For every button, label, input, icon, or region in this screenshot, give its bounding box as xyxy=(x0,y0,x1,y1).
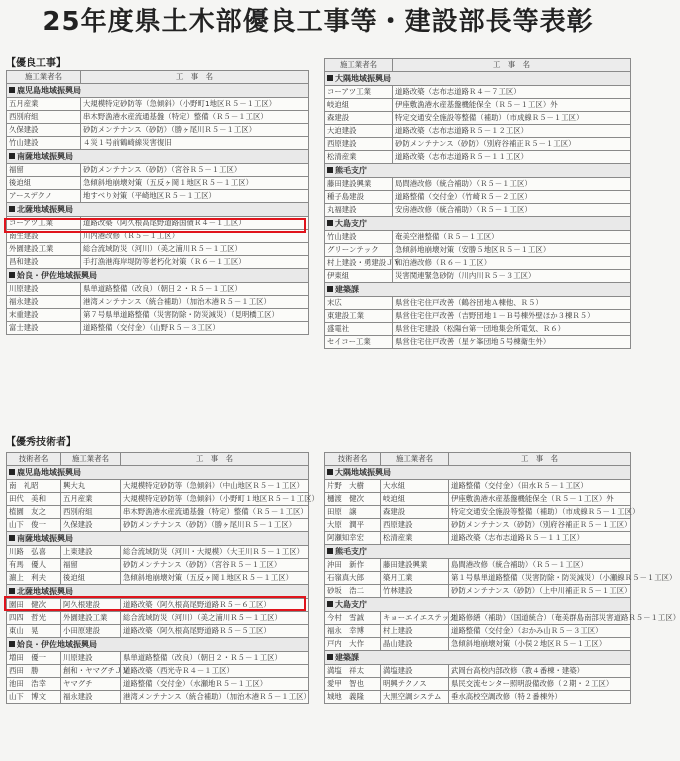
table-row xyxy=(325,151,631,164)
engineer-cell: 沖田 新作 xyxy=(325,559,381,572)
contractor-cell: コーアツ工業 xyxy=(7,217,81,230)
header-row xyxy=(325,59,631,72)
contractor-cell: 久保建設 xyxy=(7,124,81,137)
work-cell: 奄美空港整備（Ｒ５－１工区） xyxy=(393,231,631,244)
table-row xyxy=(325,572,631,585)
contractor-cell: 川原建設 xyxy=(61,652,121,665)
column-header-e: 技術者名 xyxy=(325,453,381,466)
table-row xyxy=(325,125,631,138)
contractor-cell: 南生建設 xyxy=(7,230,81,243)
contractor-cell: 上東建設 xyxy=(61,546,121,559)
square-bullet-icon xyxy=(327,286,333,292)
square-bullet-icon xyxy=(9,535,15,541)
column-header-c: 施工業者名 xyxy=(61,453,121,466)
header-row xyxy=(325,453,631,466)
work-cell: 第７号県単道路整備（災害防除・防災減災）（見明橋工区） xyxy=(81,309,309,322)
engineer-cell: 樋渡 健次 xyxy=(325,493,381,506)
work-cell: 急傾斜地崩壊対策（五反ヶ岡１地区Ｒ５－１工区） xyxy=(121,572,309,585)
table-row xyxy=(7,137,309,150)
group-row xyxy=(325,598,631,612)
group-row xyxy=(7,269,309,283)
work-cell: 砂防メンテナンス（砂防）（宮谷Ｒ５－１工区） xyxy=(81,164,309,177)
contractor-cell: 盛電社 xyxy=(325,323,393,336)
square-bullet-icon xyxy=(327,601,333,607)
header-row xyxy=(7,453,309,466)
square-bullet-icon xyxy=(9,272,15,278)
table-row xyxy=(7,309,309,322)
square-bullet-icon xyxy=(9,153,15,159)
group-row xyxy=(7,585,309,599)
excellent-engineers-table-left xyxy=(6,452,319,704)
section-heading-excellent-works: 【優良工事】 xyxy=(6,58,66,69)
table-row xyxy=(7,217,309,230)
work-cell: 大規模特定砂防等（急傾斜）（小野町１地区Ｒ５－１工区） xyxy=(121,493,309,506)
work-cell: 県営住宅住戸改善（星ケ峯団地５号棟衛生外） xyxy=(393,336,631,349)
contractor-cell: 後迫組 xyxy=(61,572,121,585)
contractor-cell: アースデクノ xyxy=(7,190,81,203)
work-cell: 特定交通安全施設等整備（補助）（市成線Ｒ５－１工区） xyxy=(393,112,631,125)
table-row xyxy=(7,652,309,665)
group-label: 北薩地域振興局 xyxy=(17,586,73,596)
group-row xyxy=(325,217,631,231)
contractor-cell: 大水組 xyxy=(381,480,449,493)
section-heading-excellent-engineers: 【優秀技術者】 xyxy=(6,437,76,448)
contractor-cell: 創和・ヤマグチＪＶ xyxy=(61,665,121,678)
work-cell: 道路改築（阿久根高尾野道路Ｒ５－６工区） xyxy=(121,599,309,612)
work-cell: 道路改築（阿久根高尾野道路Ｒ５－５工区） xyxy=(121,625,309,638)
engineer-cell: 四四 哲光 xyxy=(7,612,61,625)
engineer-cell: 南 礼昭 xyxy=(7,480,61,493)
engineer-cell: 阿瀬知幸宏 xyxy=(325,532,381,545)
work-cell: 手打漁港海岸堤防等老朽化対策（Ｒ６－１工区） xyxy=(81,256,309,269)
table-row xyxy=(325,178,631,191)
work-cell: 大規模特定砂防等（急傾斜）（小野町1地区Ｒ５－１工区） xyxy=(81,98,309,111)
work-cell: 砂防メンテナンス（砂防）（勝ヶ尾川Ｒ５－１工区） xyxy=(81,124,309,137)
work-cell: 県単道路整備（改良）（朝日２・Ｒ５－１工区） xyxy=(121,652,309,665)
contractor-cell: 西別府組 xyxy=(7,111,81,124)
table-row xyxy=(7,243,309,256)
contractor-cell: 福永建設 xyxy=(7,296,81,309)
work-cell: ４災１号前鶴崎線災害復旧 xyxy=(81,137,309,150)
table-row xyxy=(7,190,309,203)
work-cell: 県営住宅住戸改善（吉野団地１－Ｂ号棟外壁ほか３棟Ｒ５） xyxy=(393,310,631,323)
contractor-cell: 満塩建設 xyxy=(381,665,449,678)
work-cell: 道路改築（志布志道路Ｒ５－１１工区） xyxy=(393,151,631,164)
work-cell: 道路改築（阿久根高尾野道路国債Ｒ４－１工区） xyxy=(81,217,309,230)
table-row xyxy=(325,612,631,625)
group-label: 南薩地域振興局 xyxy=(17,151,73,161)
column-header-w: 工 事 名 xyxy=(449,453,631,466)
group-heading xyxy=(325,598,631,612)
table-row xyxy=(325,244,631,257)
table-row xyxy=(325,204,631,217)
square-bullet-icon xyxy=(9,641,15,647)
group-label: 北薩地域振興局 xyxy=(17,204,73,214)
contractor-cell: 後迫組 xyxy=(7,177,81,190)
work-cell: 道路改築（志布志道路Ｒ５－１１工区） xyxy=(449,532,631,545)
work-cell: 道路改築（志布志道路Ｒ５－１２工区） xyxy=(393,125,631,138)
column-header-w: 工 事 名 xyxy=(121,453,309,466)
table-row xyxy=(325,638,631,651)
engineer-cell: 濵上 利夫 xyxy=(7,572,61,585)
contractor-cell: 丸福建設 xyxy=(325,204,393,217)
group-heading xyxy=(325,217,631,231)
engineer-cell: 田原 譲 xyxy=(325,506,381,519)
group-row xyxy=(7,203,309,217)
table-row xyxy=(7,296,309,309)
group-label: 大隅地域振興局 xyxy=(335,467,391,477)
table-row xyxy=(7,678,309,691)
group-label: 大隅地域振興局 xyxy=(335,73,391,83)
table-row xyxy=(325,323,631,336)
group-row xyxy=(325,72,631,86)
table-row xyxy=(7,480,309,493)
group-heading xyxy=(7,269,309,283)
table-row xyxy=(7,164,309,177)
work-cell: 島間港改修（統合補助）（Ｒ５－１工区） xyxy=(449,559,631,572)
contractor-cell: 大黒空調システム xyxy=(381,691,449,704)
column-header-w: 工 事 名 xyxy=(81,71,309,84)
header-row xyxy=(7,71,309,84)
square-bullet-icon xyxy=(327,548,333,554)
contractor-cell: 末広 xyxy=(325,297,393,310)
contractor-cell: 阿久根建設 xyxy=(61,599,121,612)
work-cell: 武岡台高校内部改修（教４番棟・建築） xyxy=(449,665,631,678)
contractor-cell: コーアツ工業 xyxy=(325,86,393,99)
contractor-cell: 福永建設 xyxy=(61,691,121,704)
work-cell: 伊座敷漁港水産基盤機能保全（Ｒ５－１工区）外 xyxy=(393,99,631,112)
work-cell: 砂防メンテナンス（砂防）（上中川補正Ｒ５－１工区） xyxy=(449,585,631,598)
group-row xyxy=(7,84,309,98)
table-row xyxy=(325,665,631,678)
group-label: 大島支庁 xyxy=(335,218,367,228)
contractor-cell: 種子島建設 xyxy=(325,191,393,204)
engineer-cell: 東山 晃 xyxy=(7,625,61,638)
work-cell: 急傾斜地崩壊対策（安勝５地区Ｒ５－１工区） xyxy=(393,244,631,257)
table-row xyxy=(7,177,309,190)
group-heading xyxy=(7,585,309,599)
work-cell: 県民交流センター照明設備改修（２期・２工区） xyxy=(449,678,631,691)
table-row xyxy=(325,297,631,310)
table-row xyxy=(7,625,309,638)
table-row xyxy=(325,480,631,493)
contractor-cell: 竹林建設 xyxy=(381,585,449,598)
work-cell: 伊座敷漁港水産基盤機能保全（Ｒ５－１工区）外 xyxy=(449,493,631,506)
table-row xyxy=(7,599,309,612)
contractor-cell: 興大丸 xyxy=(61,480,121,493)
table-row xyxy=(325,506,631,519)
work-cell: 道路整備（交付金）（水瀬地Ｒ５－１工区） xyxy=(121,678,309,691)
contractor-cell: 森建設 xyxy=(381,506,449,519)
work-cell: 道路整備（交付金）（山野Ｒ５－３工区） xyxy=(81,322,309,335)
table-row xyxy=(325,270,631,283)
contractor-cell: 藤田建設興業 xyxy=(325,178,393,191)
group-row xyxy=(325,283,631,297)
work-cell: 垂水高校空調改修（特２番棟外） xyxy=(449,691,631,704)
group-row xyxy=(325,651,631,665)
table-row xyxy=(325,257,631,270)
group-heading xyxy=(7,532,309,546)
table-row xyxy=(325,559,631,572)
engineer-cell: 田代 美和 xyxy=(7,493,61,506)
square-bullet-icon xyxy=(9,588,15,594)
table-row xyxy=(7,493,309,506)
table-row xyxy=(7,691,309,704)
table-row xyxy=(325,112,631,125)
engineer-cell: 砂坂 浩二 xyxy=(325,585,381,598)
engineer-cell: 福永 幸博 xyxy=(325,625,381,638)
contractor-cell: 大迫建設 xyxy=(325,125,393,138)
table-row xyxy=(325,336,631,349)
group-row xyxy=(7,532,309,546)
engineer-cell: 満塩 祥太 xyxy=(325,665,381,678)
engineer-cell: 今村 雪誠 xyxy=(325,612,381,625)
engineer-cell: 愛甲 智也 xyxy=(325,678,381,691)
group-row xyxy=(7,466,309,480)
table-row xyxy=(325,86,631,99)
work-cell: 総合流域防災（河川）（美之浦川Ｒ５－１工区） xyxy=(121,612,309,625)
contractor-cell: 五月産業 xyxy=(61,493,121,506)
work-cell: 道路改築（志布志道路Ｒ４－７工区） xyxy=(393,86,631,99)
work-cell: 砂防メンテナンス（砂防）（宮谷Ｒ５－１工区） xyxy=(121,559,309,572)
work-cell: 急傾斜地崩壊対策（小俣２地区Ｒ５－１工区） xyxy=(449,638,631,651)
table-row xyxy=(7,572,309,585)
table-row xyxy=(325,519,631,532)
contractor-cell: 昌和建設 xyxy=(7,256,81,269)
square-bullet-icon xyxy=(327,469,333,475)
contractor-cell: セイコー工業 xyxy=(325,336,393,349)
group-row xyxy=(7,638,309,652)
square-bullet-icon xyxy=(327,75,333,81)
work-cell: 総合流域防災（河川・大規模）（大王川Ｒ５－１工区） xyxy=(121,546,309,559)
page-title: 25年度県土木部優良工事等・建設部長等表彰 xyxy=(42,7,594,37)
table-row xyxy=(325,138,631,151)
table-row xyxy=(325,231,631,244)
table-row xyxy=(7,230,309,243)
group-heading xyxy=(325,545,631,559)
contractor-cell: 晶山建設 xyxy=(381,638,449,651)
engineer-cell: 戸内 大作 xyxy=(325,638,381,651)
engineer-cell: 山下 俊一 xyxy=(7,519,61,532)
square-bullet-icon xyxy=(9,206,15,212)
group-label: 熊毛支庁 xyxy=(335,546,367,556)
contractor-cell: 西別府組 xyxy=(61,506,121,519)
table-row xyxy=(7,665,309,678)
group-label: 熊毛支庁 xyxy=(335,165,367,175)
contractor-cell: 福留 xyxy=(7,164,81,177)
table-row xyxy=(7,519,309,532)
group-heading xyxy=(7,638,309,652)
group-label: 鹿児島地域振興局 xyxy=(17,85,81,95)
contractor-cell: 東建設工業 xyxy=(325,310,393,323)
group-label: 姶良・伊佐地域振興局 xyxy=(17,270,97,280)
work-cell: 急傾斜地崩壊対策（五反ヶ岡１地区Ｒ５－１工区） xyxy=(81,177,309,190)
group-row xyxy=(325,545,631,559)
table-row xyxy=(325,99,631,112)
square-bullet-icon xyxy=(9,469,15,475)
work-cell: 大規模特定砂防等（急傾斜）（中山地区Ｒ５－１工区） xyxy=(121,480,309,493)
engineer-cell: 城地 義隆 xyxy=(325,691,381,704)
work-cell: 局問港改修（統合補助）（Ｒ５－１工区） xyxy=(393,178,631,191)
table-row xyxy=(325,678,631,691)
group-heading xyxy=(7,466,309,480)
engineer-cell: 川路 弘喜 xyxy=(7,546,61,559)
table-row xyxy=(325,532,631,545)
contractor-cell: 伊東組 xyxy=(325,270,393,283)
work-cell: 道路整備（交付金）（田水Ｒ５－１工区） xyxy=(449,480,631,493)
contractor-cell: 松清産業 xyxy=(381,532,449,545)
table-row xyxy=(7,124,309,137)
column-header-w: 工 事 名 xyxy=(393,59,631,72)
group-row xyxy=(325,164,631,178)
work-cell: 串木野漁港水産流通基盤（特定）整備（Ｒ５－１工区） xyxy=(121,506,309,519)
engineer-cell: 石嶺真大郎 xyxy=(325,572,381,585)
group-label: 南薩地域振興局 xyxy=(17,533,73,543)
table-row xyxy=(325,691,631,704)
table-row xyxy=(325,310,631,323)
work-cell: 港湾メンテナンス（統合補助）（加治木港Ｒ５－１工区） xyxy=(121,691,309,704)
table-row xyxy=(7,612,309,625)
work-cell: 港湾メンテナンス（統合補助）（加治木港Ｒ５－１工区） xyxy=(81,296,309,309)
contractor-cell: 福留 xyxy=(61,559,121,572)
contractor-cell: 竹山建設 xyxy=(7,137,81,150)
group-label: 鹿児島地域振興局 xyxy=(17,467,81,477)
table-row xyxy=(7,98,309,111)
table-row xyxy=(7,283,309,296)
group-heading xyxy=(325,72,631,86)
excellent-engineers-table-right xyxy=(324,452,680,704)
square-bullet-icon xyxy=(327,167,333,173)
engineer-cell: 有馬 優人 xyxy=(7,559,61,572)
group-heading xyxy=(7,84,309,98)
table-row xyxy=(325,493,631,506)
group-label: 建築課 xyxy=(335,284,359,294)
work-cell: 砂防メンテナンス（砂防）（勝ヶ尾川Ｒ５－１工区） xyxy=(121,519,309,532)
contractor-cell: 岐迫組 xyxy=(325,99,393,112)
contractor-cell: 藤田建設興業 xyxy=(381,559,449,572)
contractor-cell: 明興テクノス xyxy=(381,678,449,691)
contractor-cell: 松清産業 xyxy=(325,151,393,164)
table-row xyxy=(325,585,631,598)
group-heading xyxy=(7,203,309,217)
contractor-cell: 末重建設 xyxy=(7,309,81,322)
engineer-cell: 西田 勝 xyxy=(7,665,61,678)
group-heading xyxy=(325,164,631,178)
contractor-cell: 久保建設 xyxy=(61,519,121,532)
group-row xyxy=(325,466,631,480)
work-cell: 総合流域防災（河川）（美之浦川Ｒ５－１工区） xyxy=(81,243,309,256)
engineer-cell: 山下 博文 xyxy=(7,691,61,704)
table-row xyxy=(7,559,309,572)
contractor-cell: 川原建設 xyxy=(7,283,81,296)
engineer-cell: 池田 浩幸 xyxy=(7,678,61,691)
column-header-c: 施工業者名 xyxy=(381,453,449,466)
work-cell: 県営住宅建設（松陽台第一団地集会所電気、Ｒ６） xyxy=(393,323,631,336)
work-cell: 災害関連緊急砂防（川内川Ｒ５－３工区） xyxy=(393,270,631,283)
work-cell: 砂防メンテナンス（砂防）（別府谷補正Ｒ５－１工区） xyxy=(449,519,631,532)
contractor-cell: 岐迫組 xyxy=(381,493,449,506)
work-cell: 特定交通安全施設等整備（補助）（市成線Ｒ５－１工区） xyxy=(449,506,631,519)
contractor-cell: キョーエイエステック xyxy=(381,612,449,625)
engineer-cell: 植園 友之 xyxy=(7,506,61,519)
contractor-cell: 外園建設工業 xyxy=(7,243,81,256)
group-heading xyxy=(325,651,631,665)
table-row xyxy=(7,546,309,559)
work-cell: 道路改築（西光寺Ｒ４－１工区） xyxy=(121,665,309,678)
group-label: 姶良・伊佐地域振興局 xyxy=(17,639,97,649)
column-header-e: 技術者名 xyxy=(7,453,61,466)
work-cell: 第１号県単道路整備（災害防除・防災減災）（小瀬線Ｒ５－１工区） xyxy=(449,572,631,585)
contractor-cell: 西原建設 xyxy=(381,519,449,532)
excellent-works-table-right xyxy=(324,58,631,349)
work-cell: 串木野漁港水産流通基盤（特定）整備（Ｒ５－１工区） xyxy=(81,111,309,124)
square-bullet-icon xyxy=(9,87,15,93)
group-row xyxy=(7,150,309,164)
contractor-cell: 村上建設 xyxy=(381,625,449,638)
group-label: 大島支庁 xyxy=(335,599,367,609)
work-cell: 県営住宅住戸改善（鶴谷団地Ａ棟他、Ｒ５） xyxy=(393,297,631,310)
square-bullet-icon xyxy=(327,220,333,226)
column-header-c: 施工業者名 xyxy=(325,59,393,72)
engineer-cell: 大原 潤平 xyxy=(325,519,381,532)
table-row xyxy=(7,111,309,124)
contractor-cell: 五月産業 xyxy=(7,98,81,111)
table-row xyxy=(325,625,631,638)
contractor-cell: ヤマグチ xyxy=(61,678,121,691)
column-header-c: 施工業者名 xyxy=(7,71,81,84)
contractor-cell: 森建設 xyxy=(325,112,393,125)
contractor-cell: 富士建設 xyxy=(7,322,81,335)
group-label: 建築課 xyxy=(335,652,359,662)
work-cell: 安房港改修（統合補助）（Ｒ５－１工区） xyxy=(393,204,631,217)
work-cell: 道路整備（交付金）（おかみ山Ｒ５－３工区） xyxy=(449,625,631,638)
work-cell: 地すべり対策（平崎地区Ｒ５－１工区） xyxy=(81,190,309,203)
work-cell: 和泊港改修（Ｒ６－１工区） xyxy=(393,257,631,270)
contractor-cell: 西原建設 xyxy=(325,138,393,151)
work-cell: 県単道路整備（改良）（朝日２・Ｒ５－１工区） xyxy=(81,283,309,296)
work-cell: 砂防メンテナンス（砂防）（別府谷補正Ｒ５－１工区） xyxy=(393,138,631,151)
table-row xyxy=(7,256,309,269)
contractor-cell: 村上建設・勇建設ＪＶ xyxy=(325,257,393,270)
group-heading xyxy=(325,466,631,480)
square-bullet-icon xyxy=(327,654,333,660)
contractor-cell: 外園建設工業 xyxy=(61,612,121,625)
excellent-works-table-left xyxy=(6,70,309,335)
engineer-cell: 増田 優一 xyxy=(7,652,61,665)
work-cell: 道路整備（交付金）（竹崎Ｒ５－２工区） xyxy=(393,191,631,204)
group-heading xyxy=(325,283,631,297)
contractor-cell: 竹山建設 xyxy=(325,231,393,244)
work-cell: 道路修繕（補助）（国道統合）（奄美群島南部災害道路Ｒ５－１工区） xyxy=(449,612,631,625)
engineer-cell: 片野 大樹 xyxy=(325,480,381,493)
work-cell: 川内港改修（Ｒ５－１工区） xyxy=(81,230,309,243)
engineer-cell: 園田 健次 xyxy=(7,599,61,612)
contractor-cell: 築月工業 xyxy=(381,572,449,585)
group-heading xyxy=(7,150,309,164)
contractor-cell: グリーンテック xyxy=(325,244,393,257)
contractor-cell: 小田原建設 xyxy=(61,625,121,638)
table-row xyxy=(7,506,309,519)
table-row xyxy=(7,322,309,335)
table-row xyxy=(325,191,631,204)
